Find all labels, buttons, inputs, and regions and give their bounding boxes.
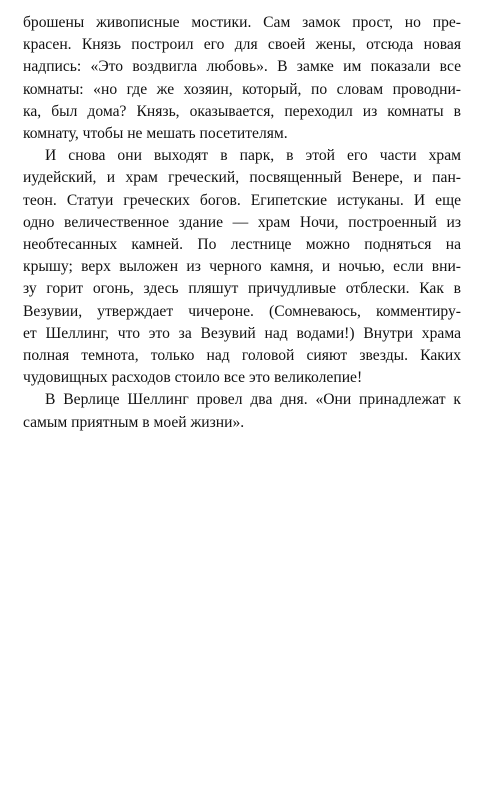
paragraph-1 xyxy=(23,12,461,145)
text-line: полная темнота, только над головой сияют звезды. Каких xyxy=(23,347,461,365)
text-line: комнату, чтобы не мешать посетителям. xyxy=(23,125,288,143)
text-line: комнаты: «но где же хозяин, который, по словам проводни- xyxy=(23,80,461,98)
paragraph-2 xyxy=(23,145,461,389)
text-line: брошены живописные мостики. Сам замок прост, но пре- xyxy=(23,14,461,31)
text-line: чудовищных расходов стоило все это великолепие! xyxy=(23,369,363,387)
text-line: самым приятным в моей жизни». xyxy=(23,413,245,431)
text-line: необтесанных камней. По лестнице можно подняться на xyxy=(23,236,461,254)
page-text xyxy=(23,12,461,434)
paragraph-3 xyxy=(23,389,461,433)
text-line: надпись: «Это воздвигла любовь». В замке им показали все xyxy=(23,58,461,76)
text-line: одно величественное здание — храм Ночи, построенный из xyxy=(23,213,461,231)
text-line: ет Шеллинг, что это за Везувий над водами!) Внутри храма xyxy=(23,324,461,342)
text-line: иудейский, и храм греческий, посвященный Венере, и пан- xyxy=(23,169,461,187)
text-line: теон. Статуи греческих богов. Египетские истуканы. И еще xyxy=(23,191,461,209)
text-line: И снова они выходят в парк, в этой его части храм xyxy=(45,147,461,165)
text-line: ка, был дома? Князь, оказывается, переходил из комнаты в xyxy=(23,102,461,120)
text-line: В Верлице Шеллинг провел два дня. «Они принадлежат к xyxy=(45,391,461,409)
text-line: крышу; верх выложен из черного камня, и ночью, если вни- xyxy=(23,258,461,276)
text-line: красен. Князь построил его для своей жены, отсюда новая xyxy=(23,36,461,54)
text-line: Везувии, утверждает чичероне. (Сомневаюсь, комментиру- xyxy=(23,302,461,320)
text-line: зу горит огонь, здесь пляшут причудливые отблески. Как в xyxy=(23,280,461,298)
